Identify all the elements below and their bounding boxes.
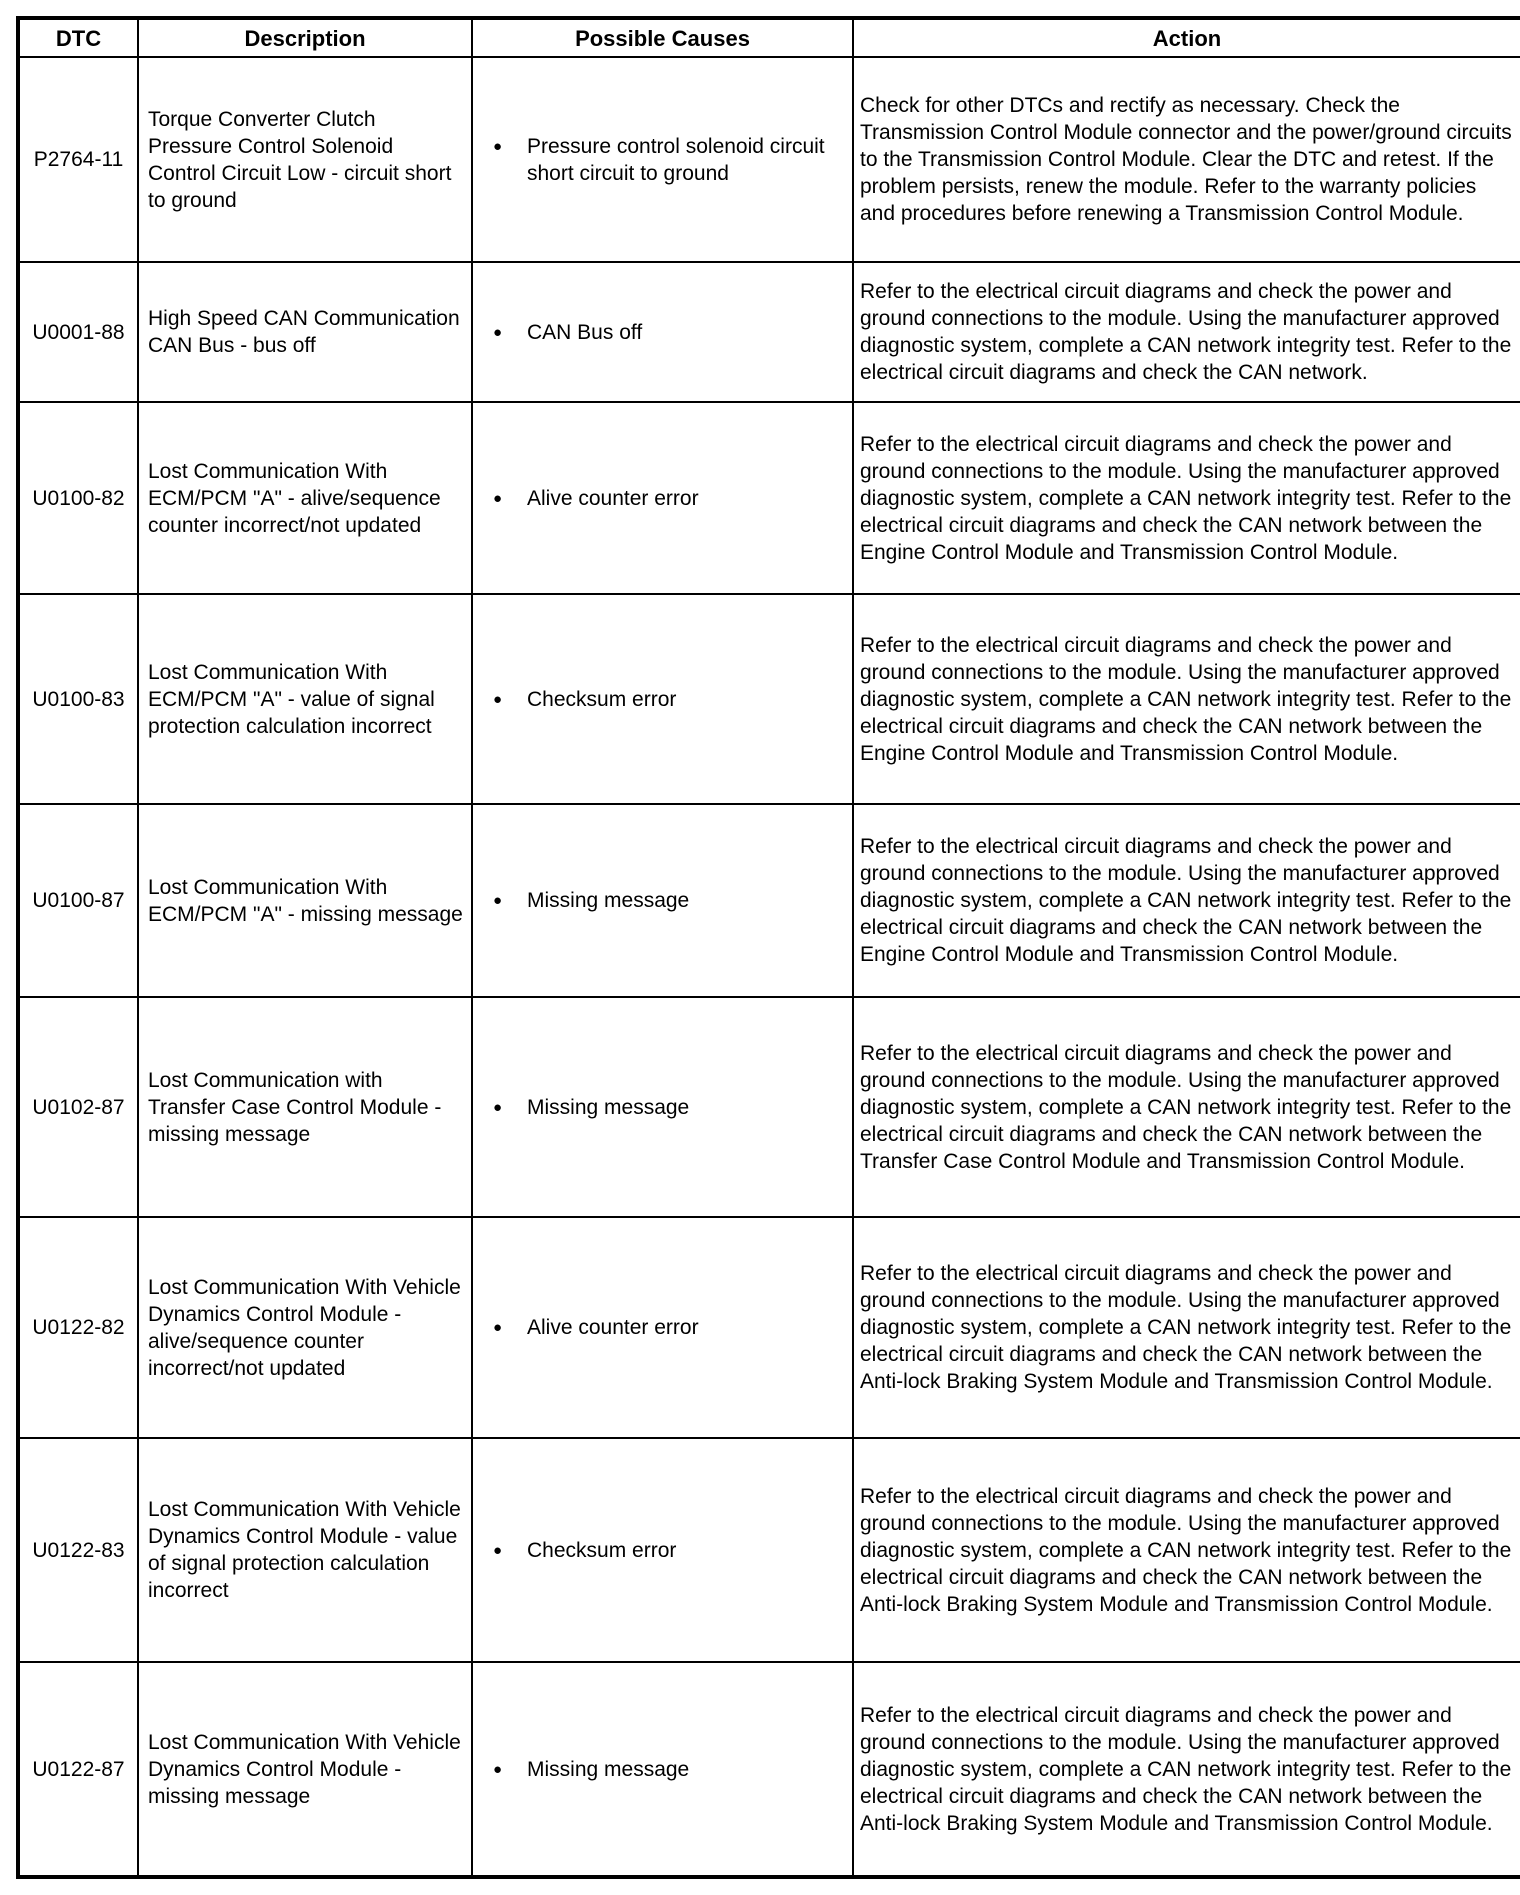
dtc-causes: [472, 57, 853, 262]
cause-text: Checksum error: [527, 687, 677, 711]
cause-text: Alive counter error: [527, 1316, 699, 1339]
dtc-code: U0122-83: [18, 1438, 138, 1662]
cause-item: [473, 485, 846, 512]
dtc-table: [16, 16, 1520, 1879]
dtc-code: U0122-87: [18, 1662, 138, 1877]
dtc-description: Torque Converter Clutch Pressure Control Solenoid Control Circuit Low - circuit short to ground: [138, 57, 472, 262]
dtc-description: Lost Communication With ECM/PCM "A" - alive/sequence counter incorrect/not updated: [138, 402, 472, 594]
dtc-causes: [472, 997, 853, 1217]
dtc-causes: [472, 804, 853, 997]
table-row: [18, 402, 1520, 594]
dtc-code: U0122-82: [18, 1217, 138, 1438]
dtc-action: Refer to the electrical circuit diagrams and check the power and ground connections to the module. Using the manufacturer approved diagnostic system, complete a CAN network integrity test. Refer to the electrical circuit diagrams and check the CAN network between the Anti-lock Braking System Module and Transmission Control Module.: [853, 1662, 1520, 1877]
cause-item: [473, 1314, 846, 1341]
table-row: [18, 1662, 1520, 1877]
cause-item: [473, 686, 846, 713]
bullet-icon: ●: [493, 323, 503, 341]
cause-text: Pressure control solenoid circuit short circuit to ground: [527, 134, 825, 185]
cause-item: [473, 1537, 846, 1564]
dtc-description: Lost Communication With Vehicle Dynamics Control Module - missing message: [138, 1662, 472, 1877]
column-header-description: Description: [138, 18, 472, 57]
dtc-causes: [472, 1662, 853, 1877]
cause-text: Checksum error: [527, 1538, 677, 1562]
dtc-code: U0102-87: [18, 997, 138, 1217]
dtc-action: Refer to the electrical circuit diagrams and check the power and ground connections to the module. Using the manufacturer approved diagnostic system, complete a CAN network integrity test. Refer to the electrical circuit diagrams and check the CAN network between the Engine Control Module and Transmission Control Module.: [853, 594, 1520, 804]
dtc-action: Refer to the electrical circuit diagrams and check the power and ground connections to the module. Using the manufacturer approved diagnostic system, complete a CAN network integrity test. Refer to the electrical circuit diagrams and check the CAN network.: [853, 262, 1520, 402]
bullet-icon: ●: [493, 690, 503, 708]
table-row: [18, 57, 1520, 262]
column-header-action: Action: [853, 18, 1520, 57]
bullet-icon: ●: [493, 489, 503, 507]
cause-item: [473, 1094, 846, 1121]
dtc-code: U0100-87: [18, 804, 138, 997]
cause-text: Missing message: [527, 1757, 690, 1781]
cause-item: [473, 887, 846, 914]
bullet-icon: ●: [493, 137, 503, 155]
dtc-code: U0001-88: [18, 262, 138, 402]
dtc-description: Lost Communication With ECM/PCM "A" - missing message: [138, 804, 472, 997]
cause-item: [473, 1756, 846, 1783]
dtc-action: Refer to the electrical circuit diagrams and check the power and ground connections to the module. Using the manufacturer approved diagnostic system, complete a CAN network integrity test. Refer to the electrical circuit diagrams and check the CAN network between the Engine Control Module and Transmission Control Module.: [853, 402, 1520, 594]
dtc-action: Refer to the electrical circuit diagrams and check the power and ground connections to the module. Using the manufacturer approved diagnostic system, complete a CAN network integrity test. Refer to the electrical circuit diagrams and check the CAN network between the Anti-lock Braking System Module and Transmission Control Module.: [853, 1438, 1520, 1662]
cause-text: Alive counter error: [527, 486, 699, 510]
table-row: [18, 1438, 1520, 1662]
dtc-description: High Speed CAN Communication CAN Bus - bus off: [138, 262, 472, 402]
cause-item: [473, 319, 846, 346]
dtc-description: Lost Communication with Transfer Case Control Module - missing message: [138, 997, 472, 1217]
dtc-causes: [472, 594, 853, 804]
table-row: [18, 262, 1520, 402]
dtc-causes: [472, 262, 853, 402]
bullet-icon: ●: [493, 1760, 503, 1778]
bullet-icon: ●: [493, 1319, 503, 1336]
dtc-action: Refer to the electrical circuit diagrams and check the power and ground connections to the module. Using the manufacturer approved diagnostic system, complete a CAN network integrity test. Refer to the electrical circuit diagrams and check the CAN network between the Engine Control Module and Transmission Control Module.: [853, 804, 1520, 997]
cause-text: CAN Bus off: [527, 320, 643, 344]
dtc-code: P2764-11: [18, 57, 138, 262]
dtc-causes: [472, 402, 853, 594]
bullet-icon: ●: [493, 1098, 503, 1116]
dtc-code: U0100-82: [18, 402, 138, 594]
table-header-row: [18, 18, 1520, 57]
dtc-action: Refer to the electrical circuit diagrams and check the power and ground connections to the module. Using the manufacturer approved diagnostic system, complete a CAN network integrity test. Refer to the electrical circuit diagrams and check the CAN network between the Transfer Case Control Module and Transmission Control Module.: [853, 997, 1520, 1217]
dtc-description: Lost Communication With Vehicle Dynamics Control Module - alive/sequence counter incorrect/not updated: [138, 1217, 472, 1438]
cause-text: Missing message: [527, 1095, 690, 1119]
dtc-description: Lost Communication With Vehicle Dynamics Control Module - value of signal protection calculation incorrect: [138, 1438, 472, 1662]
table-row: [18, 1217, 1520, 1438]
dtc-action: Refer to the electrical circuit diagrams and check the power and ground connections to the module. Using the manufacturer approved diagnostic system, complete a CAN network integrity test. Refer to the electrical circuit diagrams and check the CAN network between the Anti-lock Braking System Module and Transmission Control Module.: [853, 1217, 1520, 1438]
dtc-action: Check for other DTCs and rectify as necessary. Check the Transmission Control Module connector and the power/ground circuits to the Transmission Control Module. Clear the DTC and retest. If the problem persists, renew the module. Refer to the warranty policies and procedures before renewing a Transmission Control Module.: [853, 57, 1520, 262]
dtc-code: U0100-83: [18, 594, 138, 804]
dtc-description: Lost Communication With ECM/PCM "A" - value of signal protection calculation incorrect: [138, 594, 472, 804]
table-row: [18, 594, 1520, 804]
cause-text: Missing message: [527, 889, 690, 912]
dtc-causes: [472, 1217, 853, 1438]
column-header-dtc: DTC: [18, 18, 138, 57]
bullet-icon: ●: [493, 1541, 503, 1559]
dtc-causes: [472, 1438, 853, 1662]
table-row: [18, 997, 1520, 1217]
column-header-possible-causes: Possible Causes: [472, 18, 853, 57]
bullet-icon: ●: [493, 892, 503, 909]
cause-item: [473, 133, 846, 187]
table-row: [18, 804, 1520, 997]
